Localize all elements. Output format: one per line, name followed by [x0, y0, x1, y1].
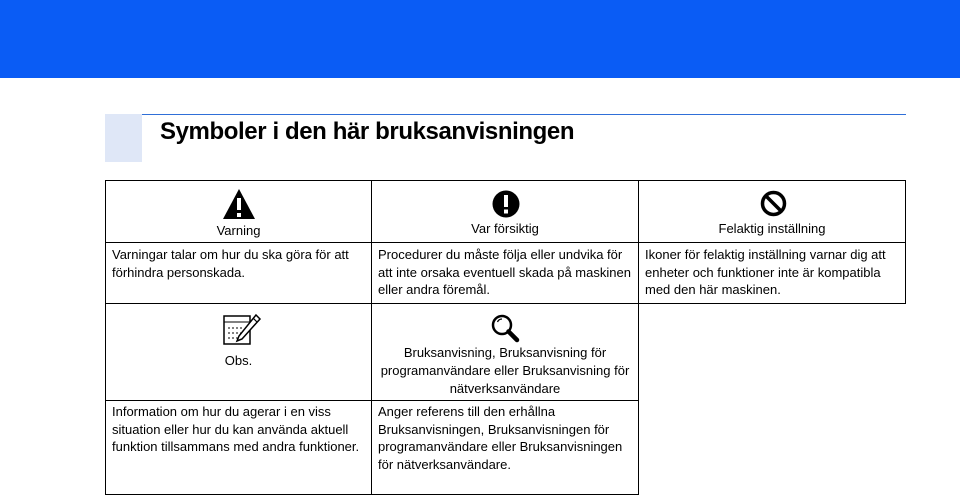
symbol-description: Ikoner för felaktig inställning varnar dig att enheter och funktioner inte är kompatibla med den här maskinen. [645, 247, 886, 298]
symbol-cell-warning [105, 180, 372, 304]
symbol-cell-reference [371, 303, 639, 495]
magnifier-icon [490, 313, 520, 343]
symbol-description: Varningar talar om hur du ska göra för att förhindra personskada. [112, 247, 349, 280]
cell-divider [372, 242, 638, 243]
prohibited-icon [760, 190, 787, 217]
symbol-caption: Obs. [224, 353, 253, 368]
caution-exclamation-icon [492, 190, 520, 218]
cell-divider [639, 242, 905, 243]
symbol-cell-note [105, 303, 372, 495]
symbol-description: Information om hur du agerar i en viss situation eller hur du kan använda aktuell funktion tillsammans med andra funktioner. [112, 404, 360, 455]
cell-divider [106, 400, 371, 401]
warning-triangle-icon [222, 188, 256, 220]
note-pencil-icon [220, 312, 262, 346]
cell-divider [372, 400, 638, 401]
symbol-caption: Varning [216, 223, 261, 238]
page-title: Symboler i den här bruksanvisningen [160, 118, 575, 145]
symbol-caption: Bruksanvisning, Bruksanvisning för programanvändare eller Bruksanvisning för nätverksanvändare [380, 345, 630, 396]
title-accent-block [105, 114, 142, 162]
cell-divider [106, 242, 371, 243]
title-rule [142, 114, 906, 115]
top-banner [0, 0, 960, 78]
symbol-caption: Felaktig inställning [718, 221, 826, 236]
symbol-cell-caution [371, 180, 639, 304]
symbol-cell-incorrect-setting [638, 180, 906, 304]
symbol-description: Procedurer du måste följa eller undvika för att inte orsaka eventuell skada på maskinen eller andra föremål. [378, 247, 631, 298]
symbol-description: Anger referens till den erhållna Bruksanvisningen, Bruksanvisningen för programanvändare eller Bruksanvisningen för nätverksanvändare. [378, 404, 623, 472]
symbol-caption: Var försiktig [471, 221, 539, 236]
